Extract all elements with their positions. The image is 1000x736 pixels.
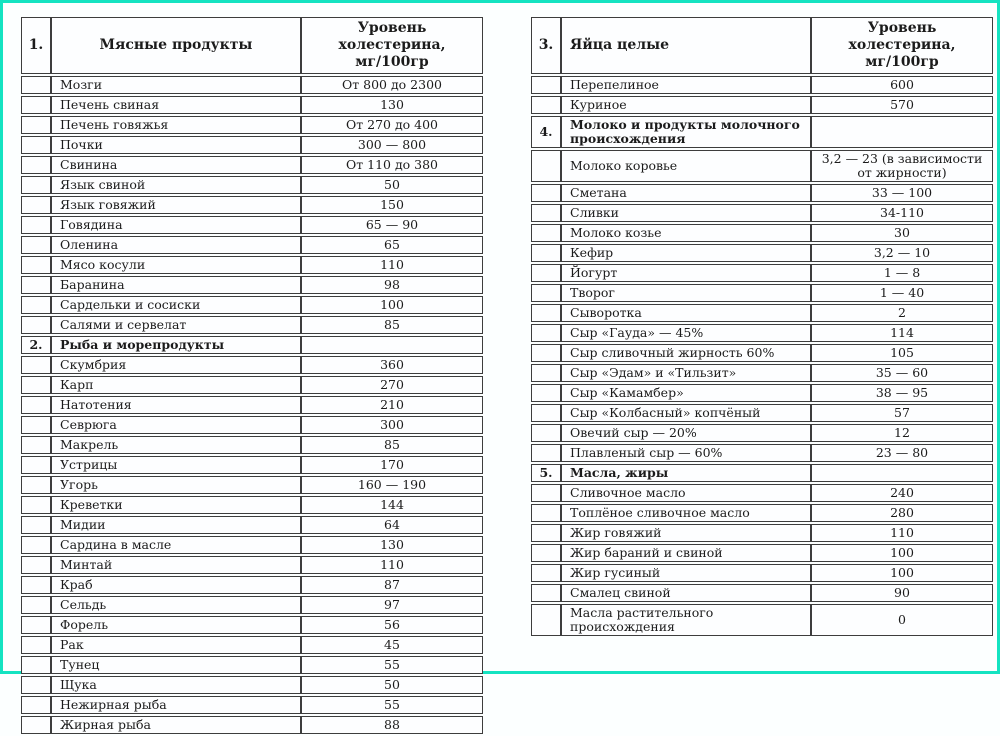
product-name: Нежирная рыба: [51, 696, 301, 714]
cholesterol-value: 100: [811, 564, 993, 582]
eggs-dairy-fats-table: [531, 15, 993, 638]
table-row: [21, 76, 483, 94]
product-name: Йогурт: [561, 264, 811, 282]
product-name: Жирная рыба: [51, 716, 301, 734]
row-number: [531, 424, 561, 442]
value-column-header: Уровень холестерина, мг/100гр: [301, 17, 483, 74]
cholesterol-value: 2: [811, 304, 993, 322]
table-row: [531, 384, 993, 402]
category-title: Мясные продукты: [51, 17, 301, 74]
cholesterol-value: 0: [811, 604, 993, 636]
product-name: Кефир: [561, 244, 811, 262]
table-row: [21, 496, 483, 514]
row-number: [21, 396, 51, 414]
cholesterol-value: 65 — 90: [301, 216, 483, 234]
product-name: Мясо косули: [51, 256, 301, 274]
cholesterol-value: 55: [301, 696, 483, 714]
cholesterol-value: 160 — 190: [301, 476, 483, 494]
cholesterol-value: 110: [811, 524, 993, 542]
product-name: Натотения: [51, 396, 301, 414]
product-name: Севрюга: [51, 416, 301, 434]
table-row: [21, 476, 483, 494]
row-number: [21, 636, 51, 654]
table-row: [21, 256, 483, 274]
cholesterol-value: 150: [301, 196, 483, 214]
cholesterol-value: 360: [301, 356, 483, 374]
row-number: [531, 344, 561, 362]
row-number: [21, 676, 51, 694]
cholesterol-value: 87: [301, 576, 483, 594]
table-row: [21, 616, 483, 634]
row-number: [531, 76, 561, 94]
cholesterol-value: 64: [301, 516, 483, 534]
cholesterol-value: 280: [811, 504, 993, 522]
row-number: [531, 184, 561, 202]
row-number: [21, 436, 51, 454]
table-row: [531, 364, 993, 382]
table-row: [21, 316, 483, 334]
table-row: [21, 696, 483, 714]
table-row: [531, 444, 993, 462]
row-number: [21, 556, 51, 574]
product-name: Печень говяжья: [51, 116, 301, 134]
row-number: [531, 244, 561, 262]
product-name: Скумбрия: [51, 356, 301, 374]
table-row: [21, 116, 483, 134]
table-row: [531, 244, 993, 262]
table-row: [21, 156, 483, 174]
cholesterol-value: 50: [301, 176, 483, 194]
product-name: Форель: [51, 616, 301, 634]
cholesterol-value: 110: [301, 556, 483, 574]
product-name: Креветки: [51, 496, 301, 514]
table-row: [531, 304, 993, 322]
product-name: Сыворотка: [561, 304, 811, 322]
product-name: Минтай: [51, 556, 301, 574]
table-row: [531, 604, 993, 636]
row-number: [531, 224, 561, 242]
table-row: [531, 204, 993, 222]
table-row: [21, 716, 483, 734]
product-name: Мозги: [51, 76, 301, 94]
product-name: Жир гусиный: [561, 564, 811, 582]
row-number: [21, 256, 51, 274]
row-number: [21, 276, 51, 294]
table-row: [531, 224, 993, 242]
table-row: [21, 276, 483, 294]
row-number: [21, 176, 51, 194]
product-name: Сардина в масле: [51, 536, 301, 554]
table-row: [21, 656, 483, 674]
row-number: [531, 364, 561, 382]
product-name: Краб: [51, 576, 301, 594]
cholesterol-value: 210: [301, 396, 483, 414]
product-name: Сыр «Гауда» — 45%: [561, 324, 811, 342]
table-row: [531, 96, 993, 114]
product-name: Масла, жиры: [561, 464, 811, 482]
section-row: [531, 116, 993, 148]
product-name: Жир бараний и свиной: [561, 544, 811, 562]
cholesterol-value: От 270 до 400: [301, 116, 483, 134]
row-number: [531, 204, 561, 222]
table-row: [21, 356, 483, 374]
product-name: Сардельки и сосиски: [51, 296, 301, 314]
cholesterol-value: [811, 116, 993, 148]
product-name: Тунец: [51, 656, 301, 674]
table-row: [21, 516, 483, 534]
row-number: [531, 404, 561, 422]
product-name: Топлёное сливочное масло: [561, 504, 811, 522]
row-number: [531, 284, 561, 302]
cholesterol-value: 3,2 — 10: [811, 244, 993, 262]
table-row: [21, 236, 483, 254]
product-name: Перепелиное: [561, 76, 811, 94]
table-row: [21, 396, 483, 414]
cholesterol-value: 23 — 80: [811, 444, 993, 462]
table-row: [21, 576, 483, 594]
product-name: Карп: [51, 376, 301, 394]
cholesterol-value: 85: [301, 436, 483, 454]
product-name: Овечий сыр — 20%: [561, 424, 811, 442]
table-row: [531, 184, 993, 202]
cholesterol-value: 45: [301, 636, 483, 654]
cholesterol-value: 105: [811, 344, 993, 362]
product-name: Рыба и морепродукты: [51, 336, 301, 354]
product-name: Сыр «Эдам» и «Тильзит»: [561, 364, 811, 382]
row-number: [531, 524, 561, 542]
row-number: [531, 564, 561, 582]
table-row: [21, 176, 483, 194]
cholesterol-value: 270: [301, 376, 483, 394]
row-number: [21, 356, 51, 374]
header-row: [21, 17, 483, 74]
product-name: Сыр сливочный жирность 60%: [561, 344, 811, 362]
product-name: Куриное: [561, 96, 811, 114]
header-row: [531, 17, 993, 74]
cholesterol-value: 88: [301, 716, 483, 734]
row-number: [531, 444, 561, 462]
cholesterol-value: 114: [811, 324, 993, 342]
table-row: [21, 416, 483, 434]
product-name: Печень свиная: [51, 96, 301, 114]
table-row: [531, 504, 993, 522]
cholesterol-value: 90: [811, 584, 993, 602]
row-number: [21, 696, 51, 714]
row-number: [21, 216, 51, 234]
row-number: [21, 456, 51, 474]
product-name: Молоко козье: [561, 224, 811, 242]
table-row: [21, 436, 483, 454]
row-number: [531, 604, 561, 636]
table-row: [531, 150, 993, 182]
cholesterol-value: 170: [301, 456, 483, 474]
cholesterol-value: От 800 до 2300: [301, 76, 483, 94]
product-name: Язык свиной: [51, 176, 301, 194]
table-row: [531, 544, 993, 562]
row-number: [21, 416, 51, 434]
category-title: Яйца целые: [561, 17, 811, 74]
cholesterol-value: 3,2 — 23 (в зависимости от жирности): [811, 150, 993, 182]
product-name: Угорь: [51, 476, 301, 494]
row-number: [21, 316, 51, 334]
row-number: 4.: [531, 116, 561, 148]
row-number: [21, 536, 51, 554]
cholesterol-value: 85: [301, 316, 483, 334]
product-name: Жир говяжий: [561, 524, 811, 542]
table-row: [531, 584, 993, 602]
product-name: Сливки: [561, 204, 811, 222]
table-row: [21, 596, 483, 614]
cholesterol-value: 55: [301, 656, 483, 674]
row-number: [21, 476, 51, 494]
cholesterol-value: 600: [811, 76, 993, 94]
product-name: Сливочное масло: [561, 484, 811, 502]
cholesterol-value: 130: [301, 536, 483, 554]
section-row: [531, 464, 993, 482]
cholesterol-value: От 110 до 380: [301, 156, 483, 174]
section-row: [21, 336, 483, 354]
table-row: [21, 456, 483, 474]
row-number: [21, 196, 51, 214]
product-name: Свинина: [51, 156, 301, 174]
table-row: [21, 636, 483, 654]
eggs-dairy-fats-table-panel: [531, 15, 993, 638]
product-name: Сыр «Камамбер»: [561, 384, 811, 402]
cholesterol-value: 1 — 40: [811, 284, 993, 302]
cholesterol-value: 12: [811, 424, 993, 442]
row-number: [531, 504, 561, 522]
row-number: 2.: [21, 336, 51, 354]
row-number: [21, 656, 51, 674]
table-row: [531, 324, 993, 342]
row-number: [21, 516, 51, 534]
meat-fish-table-panel: [21, 15, 483, 736]
product-name: Плавленый сыр — 60%: [561, 444, 811, 462]
table-row: [21, 96, 483, 114]
table-row: [21, 216, 483, 234]
product-name: Почки: [51, 136, 301, 154]
cholesterol-value: 110: [301, 256, 483, 274]
cholesterol-value: 144: [301, 496, 483, 514]
row-number: [531, 324, 561, 342]
cholesterol-value: 100: [811, 544, 993, 562]
table-row: [531, 564, 993, 582]
section-number: 3.: [531, 17, 561, 74]
table-row: [21, 376, 483, 394]
row-number: [21, 236, 51, 254]
cholesterol-value: 130: [301, 96, 483, 114]
cholesterol-value: 33 — 100: [811, 184, 993, 202]
cholesterol-value: 300: [301, 416, 483, 434]
table-row: [531, 424, 993, 442]
cholesterol-value: [811, 464, 993, 482]
row-number: [531, 96, 561, 114]
product-name: Масла растительного происхождения: [561, 604, 811, 636]
value-column-header: Уровень холестерина, мг/100гр: [811, 17, 993, 74]
row-number: [21, 116, 51, 134]
product-name: Сыр «Колбасный» копчёный: [561, 404, 811, 422]
row-number: [531, 304, 561, 322]
table-row: [21, 536, 483, 554]
table-row: [531, 344, 993, 362]
product-name: Сметана: [561, 184, 811, 202]
table-row: [531, 524, 993, 542]
cholesterol-value: 56: [301, 616, 483, 634]
table-row: [21, 556, 483, 574]
row-number: [21, 496, 51, 514]
cholesterol-value: 570: [811, 96, 993, 114]
cholesterol-value: 98: [301, 276, 483, 294]
cholesterol-value: 65: [301, 236, 483, 254]
cholesterol-value: 97: [301, 596, 483, 614]
row-number: [21, 716, 51, 734]
product-name: Молоко коровье: [561, 150, 811, 182]
row-number: [21, 156, 51, 174]
cholesterol-value: 34-110: [811, 204, 993, 222]
product-name: Сельдь: [51, 596, 301, 614]
row-number: [21, 296, 51, 314]
section-number: 1.: [21, 17, 51, 74]
row-number: [531, 264, 561, 282]
row-number: 5.: [531, 464, 561, 482]
cholesterol-value: 240: [811, 484, 993, 502]
cholesterol-value: 1 — 8: [811, 264, 993, 282]
row-number: [21, 96, 51, 114]
cholesterol-value: 100: [301, 296, 483, 314]
table-row: [531, 404, 993, 422]
meat-fish-table: [21, 15, 483, 736]
table-row: [21, 136, 483, 154]
product-name: Баранина: [51, 276, 301, 294]
row-number: [531, 584, 561, 602]
product-name: Мидии: [51, 516, 301, 534]
cholesterol-value: 57: [811, 404, 993, 422]
table-row: [531, 264, 993, 282]
product-name: Оленина: [51, 236, 301, 254]
row-number: [21, 76, 51, 94]
table-row: [531, 76, 993, 94]
row-number: [21, 616, 51, 634]
cholesterol-value: 30: [811, 224, 993, 242]
product-name: Говядина: [51, 216, 301, 234]
product-name: Молоко и продукты молочного происхождения: [561, 116, 811, 148]
table-row: [21, 196, 483, 214]
product-name: Щука: [51, 676, 301, 694]
row-number: [21, 576, 51, 594]
cholesterol-value: 50: [301, 676, 483, 694]
row-number: [531, 150, 561, 182]
cholesterol-value: 300 — 800: [301, 136, 483, 154]
row-number: [531, 384, 561, 402]
cholesterol-value: 35 — 60: [811, 364, 993, 382]
table-row: [531, 484, 993, 502]
product-name: Творог: [561, 284, 811, 302]
row-number: [21, 596, 51, 614]
product-name: Язык говяжий: [51, 196, 301, 214]
row-number: [531, 484, 561, 502]
table-row: [21, 296, 483, 314]
product-name: Смалец свиной: [561, 584, 811, 602]
table-row: [531, 284, 993, 302]
table-row: [21, 676, 483, 694]
product-name: Рак: [51, 636, 301, 654]
cholesterol-value: [301, 336, 483, 354]
row-number: [21, 136, 51, 154]
product-name: Салями и сервелат: [51, 316, 301, 334]
row-number: [21, 376, 51, 394]
product-name: Макрель: [51, 436, 301, 454]
cholesterol-value: 38 — 95: [811, 384, 993, 402]
row-number: [531, 544, 561, 562]
product-name: Устрицы: [51, 456, 301, 474]
